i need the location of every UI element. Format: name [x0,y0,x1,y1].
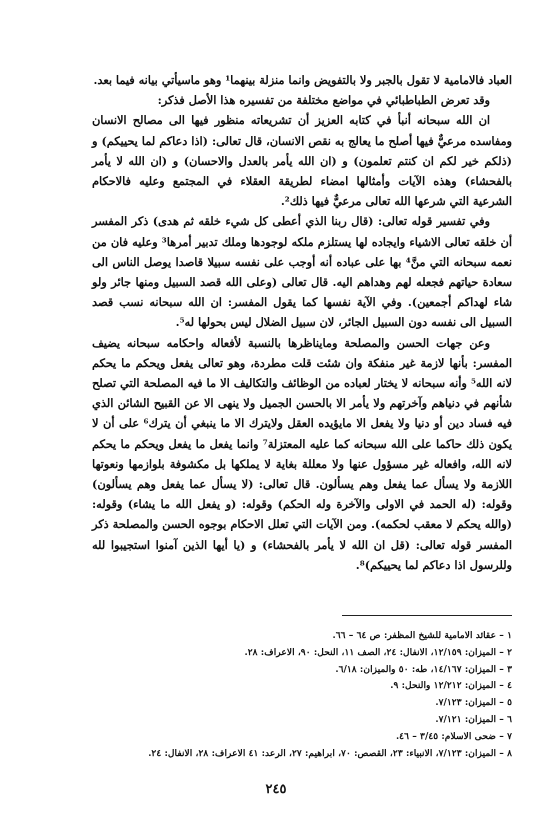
footnotes [92,628,512,762]
paragraph-2: وقد تعرض الطباطبائي في مواضع مختلفة من تفسيره هذا الأصل فذكر: [157,93,490,108]
footnote-7: ٧ – ضحى الاسلام: ٣/٤٥ – ٤٦. [395,730,512,742]
page-number: ٢٤٥ [265,782,287,797]
footnote-3: ٣ – الميزان: ١٤/١٦٧، طه: ٥٠ والميزان: ٦/١٨. [335,663,512,675]
footnote-8: ٨ – الميزان: ٧/١٢٣، الانبياء: ٢٣، القصص: ٧٠، ابراهيم: ٢٧، الرعد: ٤١ الاعراف: ٢٨، الانفال: ٢٤. [148,747,512,759]
main-text [92,70,512,575]
footnote-5: ٥ – الميزان: ٧/١٢٣. [435,697,512,709]
footnote-1: ١ – عقائد الامامية للشيخ المظفر: ص ٦٤ – ٦٦. [332,630,512,641]
footnote-separator [342,615,512,616]
paragraph-5: وعن جهات الحسن والمصلحة ومايناظرها بالنسبة لأفعاله واحكامه سبحانه يضيف المفسر: بأنها لازمة غير منفكة وان شئت قلت مطردة، وهو تعالى يفعل ويحكم ما يحكم لانه الله⁵ وأنه سبحانه لا يختار لعباده من الوظائف والتكاليف الا ما فيه المصلحة التي تصلح شأنهم في دنياهم وآخرتهم ولا يأمر الا بالحسن الجميل ولا ينهى الا عن القبيح الشائن الذي فيه فساد دين أو دنيا ولا يفعل الا مايؤيده العقل ولايترك الا ما ينبغي أن يترك⁶ على أن لا يكون ذلك حاكما على الله سبحانه كما عليه المعتزلة⁷ وانما يفعل ما يفعل ويحكم ما يحكم لانه الله، وافعاله غير مسؤول عنها ولا معللة بغاية لا يملكها بل مكشوفة بلوازمها ونعوتها اللازمة ولا يسأل عما يفعل وهم يسألون. قال تعالى: (لا يسأل عما يفعل وهم يسألون) وقوله: (له الحمد في الاولى والآخرة وله الحكم) وقوله: (و يفعل الله ما يشاء) وقوله: (والله يحكم لا معقب لحكمه). ومن الآيات التي تعلل الاحكام بوجوه الحسن والمصلحة ذكر المفسر قوله تعالى: (قل ان الله لا يأمر بالفحشاء) و (يا أيها الذين آمنوا استجيبوا لله وللرسول اذا دعاكم لما يحييكم)⁸. [92,335,512,572]
footnote-4: ٤ – الميزان: ١٢/٢١٢ والنحل: ٩. [390,680,512,692]
footnote-6: ٦ – الميزان: ٧/١٢١. [435,713,512,725]
paragraph-3: ان الله سبحانه أنبأ في كتابه العزيز أن تشريعاته منظور فيها الى مصالح الانسان ومفاسده مرعيٌّ فيها أصلح ما يعالج به نقص الانسان، قال تعالى: (اذا دعاكم لما يحييكم) و (ذلكم خير لكم ان كنتم تعلمون) و (ان الله يأمر بالعدل والاحسان) و (ان الله لا يأمر بالفحشاء) وهذه الآيات وأمثالها امضاء لطريقة العقلاء في المجتمع وعليه فالاحكام الشرعية التي شرعها الله تعالى مرعيٌّ فيها ذلك². [92,113,512,209]
paragraph-1: العباد فالامامية لا تقول بالجبر ولا بالتفويض وانما منزلة بينهما¹ وهو ماسيأتي بيانه فيما بعد. [93,73,512,87]
footnote-2: ٢ – الميزان: ١٢/١٥٩، الانفال: ٢٤، الصف ١١، النحل: ٩٠، الاعراف: ٢٨. [244,646,512,658]
paragraph-4: وفي تفسير قوله تعالى: (قال ربنا الذي أعطى كل شيء خلقه ثم هدى) ذكر المفسر أن خلقه تعالى الاشياء وايجاده لها يستلزم ملكه لوجودها وملك تدبير أمرها³ وعليه فان من نعمه سبحانه التي منَّ⁴ بها على عباده أنه أوجب على نفسه سبيلا قاصدا يوصل الناس الى سعادة حياتهم فجعله لهم وهداهم اليه. قال تعالى (وعلى الله قصد السبيل ومنها جائر ولو شاء لهداكم أجمعين). وفي الآية نفسها كما يقول المفسر: ان الله سبحانه نسب قصد السبيل الى نفسه دون السبيل الجائر، لان سبيل الضلال ليس بحولها له⁵. [92,214,512,330]
